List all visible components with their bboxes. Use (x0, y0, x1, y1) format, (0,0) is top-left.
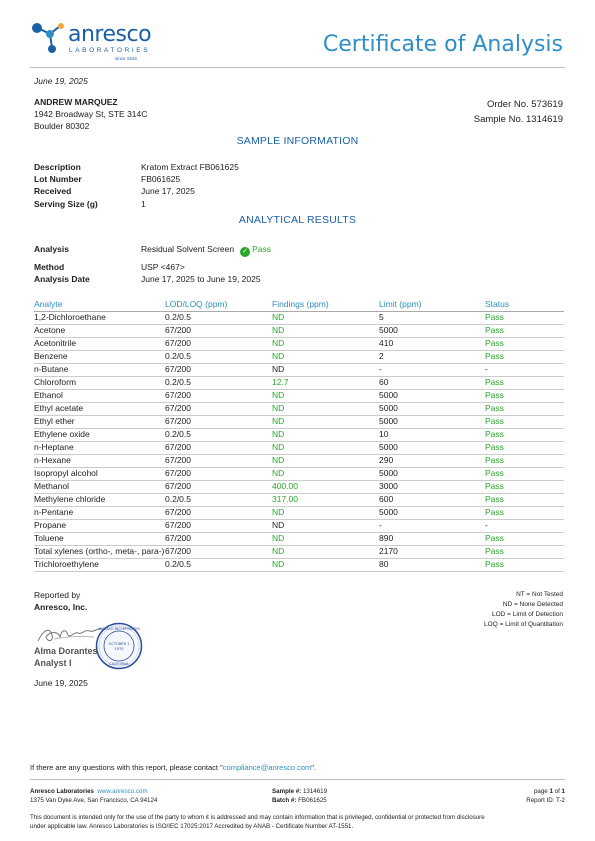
limit-cell: 890 (379, 532, 485, 545)
seal-date-text: OCTOBER 1 (108, 642, 130, 646)
analyte-cell: Total xylenes (ortho-, meta-, para-) (34, 545, 165, 558)
legend-item: LOQ = Limit of Quantitation (484, 621, 563, 628)
page-number: 1 (549, 788, 553, 795)
findings-cell: ND (272, 558, 379, 571)
signature-date: June 19, 2025 (34, 678, 88, 688)
disclaimer-line: under applicable law. Anresco Laboratories is ISO/IEC 17025:2017 Accredited by ANAB - Certificate Number AT-1551. (30, 823, 354, 830)
footer-sample-value: 1314619 (302, 788, 328, 795)
lod-loq-cell: 0.2/0.5 (165, 376, 272, 389)
limit-cell: - (379, 363, 485, 376)
table-row (34, 376, 564, 389)
findings-cell: ND (272, 415, 379, 428)
status-cell: Pass (485, 337, 564, 350)
field-value: Kratom Extract FB061625 (141, 162, 239, 172)
status-cell: Pass (485, 376, 564, 389)
lod-loq-cell: 67/200 (165, 324, 272, 337)
results-body (34, 311, 564, 571)
lod-loq-cell: 67/200 (165, 389, 272, 402)
status-cell: Pass (485, 558, 564, 571)
logo-since: since 1943 (115, 56, 137, 61)
table-row (34, 337, 564, 350)
method-value: USP <467> (141, 262, 185, 272)
logo-subtitle: LABORATORIES (69, 47, 151, 54)
column-header: Limit (ppm) (379, 298, 485, 311)
status-cell: Pass (485, 324, 564, 337)
analyst-block (34, 645, 98, 669)
analysis-value: Residual Solvent Screen (141, 244, 235, 254)
legend-item: ND = None Detected (502, 601, 563, 608)
status-cell: Pass (485, 311, 564, 324)
analyte-cell: Propane (34, 519, 165, 532)
contact-suffix: ". (311, 763, 317, 772)
limit-cell: 2170 (379, 545, 485, 558)
status-cell: Pass (485, 428, 564, 441)
field-label: Received (34, 186, 72, 196)
client-address-line1: 1942 Broadway St, STE 314C (34, 109, 148, 119)
limit-cell: 5000 (379, 415, 485, 428)
findings-cell: ND (272, 441, 379, 454)
table-row (34, 467, 564, 480)
field-value: FB061625 (141, 174, 181, 184)
findings-cell: 317.00 (272, 493, 379, 506)
lod-loq-cell: 0.2/0.5 (165, 493, 272, 506)
method-label: Method (34, 262, 65, 272)
findings-cell: ND (272, 337, 379, 350)
report-id: Report ID: T-2 (526, 797, 565, 804)
table-row (34, 363, 564, 376)
analyte-cell: Ethyl acetate (34, 402, 165, 415)
lod-loq-cell: 67/200 (165, 441, 272, 454)
findings-cell: 400.00 (272, 480, 379, 493)
status-cell: Pass (485, 467, 564, 480)
field-label: Description (34, 162, 81, 172)
findings-cell: ND (272, 506, 379, 519)
limit-cell: 5 (379, 311, 485, 324)
findings-cell: ND (272, 402, 379, 415)
field-value: 1 (141, 199, 146, 209)
limit-cell: 410 (379, 337, 485, 350)
limit-cell: 2 (379, 350, 485, 363)
table-row (34, 415, 564, 428)
lod-loq-cell: 0.2/0.5 (165, 558, 272, 571)
field-label: Lot Number (34, 174, 82, 184)
status-cell: Pass (485, 415, 564, 428)
lod-loq-cell: 67/200 (165, 532, 272, 545)
status-cell: Pass (485, 506, 564, 519)
findings-cell: ND (272, 545, 379, 558)
reported-by-label: Reported by (34, 590, 81, 600)
status-cell: Pass (485, 350, 564, 363)
limit-cell: 5000 (379, 402, 485, 415)
analyte-cell: Trichloroethylene (34, 558, 165, 571)
table-row (34, 480, 564, 493)
analyst-name: Alma Dorantes (34, 646, 98, 656)
client-name: ANDREW MARQUEZ (34, 97, 118, 107)
findings-cell: ND (272, 363, 379, 376)
status-cell: Pass (485, 454, 564, 467)
company-logo (30, 20, 180, 60)
status-cell: Pass (485, 441, 564, 454)
limit-cell: 10 (379, 428, 485, 441)
lod-loq-cell: 67/200 (165, 506, 272, 519)
findings-cell: ND (272, 311, 379, 324)
limit-cell: 290 (379, 454, 485, 467)
lod-loq-cell: 67/200 (165, 519, 272, 532)
analyte-cell: n-Hexane (34, 454, 165, 467)
limit-cell: 5000 (379, 467, 485, 480)
results-table (34, 298, 564, 572)
analyte-cell: Methylene chloride (34, 493, 165, 506)
sample-info-title: SAMPLE INFORMATION (236, 135, 359, 147)
lod-loq-cell: 67/200 (165, 337, 272, 350)
table-row (34, 454, 564, 467)
table-row (34, 506, 564, 519)
analyte-cell: Acetonitrile (34, 337, 165, 350)
disclaimer-line: This document is intended only for the use of the party to whom it is addressed and may contain information that is privileged, confidential or protected from disclosure (30, 814, 485, 821)
table-row (34, 441, 564, 454)
limit-cell: 80 (379, 558, 485, 571)
lod-loq-cell: 0.2/0.5 (165, 428, 272, 441)
footer-website-link[interactable]: www.anresco.com (97, 788, 148, 795)
table-row (34, 519, 564, 532)
analyte-cell: Toluene (34, 532, 165, 545)
status-cell: Pass (485, 402, 564, 415)
status-cell: Pass (485, 480, 564, 493)
page-title: Certificate of Analysis (322, 32, 563, 57)
header-divider (30, 67, 565, 68)
analyte-cell: n-Heptane (34, 441, 165, 454)
corporate-seal (95, 622, 143, 670)
lod-loq-cell: 67/200 (165, 363, 272, 376)
seal-bottom-text: CALIFORNIA (109, 662, 129, 666)
status-cell: - (485, 519, 564, 532)
column-header: Status (485, 298, 564, 311)
legend-item: LOD = Limit of Detection (492, 611, 563, 618)
logo-wordmark: anresco (68, 22, 152, 47)
table-row (34, 311, 564, 324)
analyte-cell: Isopropyl alcohol (34, 467, 165, 480)
client-block (34, 96, 147, 132)
seal-top-text: ANRESCO INCORPORATED (98, 627, 140, 631)
findings-cell: ND (272, 519, 379, 532)
seal-year-text: 1970 (114, 647, 124, 651)
reported-company: Anresco, Inc. (34, 602, 88, 612)
limit-cell: 60 (379, 376, 485, 389)
table-row (34, 350, 564, 363)
limit-cell: 3000 (379, 480, 485, 493)
order-block (474, 97, 563, 127)
page-of: of (554, 788, 560, 795)
analyte-cell: Benzene (34, 350, 165, 363)
status-cell: - (485, 363, 564, 376)
contact-prefix: If there are any questions with this report, please contact " (30, 763, 223, 772)
findings-cell: ND (272, 428, 379, 441)
page-total: 1 (561, 788, 565, 795)
status-cell: Pass (485, 389, 564, 402)
column-header: Analyte (34, 298, 165, 311)
lod-loq-cell: 0.2/0.5 (165, 350, 272, 363)
lod-loq-cell: 67/200 (165, 454, 272, 467)
field-label: Serving Size (g) (34, 199, 98, 209)
analysis-label: Analysis (34, 244, 69, 254)
lod-loq-cell: 67/200 (165, 415, 272, 428)
table-row (34, 532, 564, 545)
status-cell: Pass (485, 493, 564, 506)
findings-cell: ND (272, 454, 379, 467)
status-cell: Pass (485, 532, 564, 545)
table-row (34, 558, 564, 571)
lod-loq-cell: 67/200 (165, 467, 272, 480)
analyte-cell: Acetone (34, 324, 165, 337)
lod-loq-cell: 67/200 (165, 402, 272, 415)
table-row (34, 324, 564, 337)
analytical-results-title: ANALYTICAL RESULTS (238, 214, 357, 226)
analysis-date-value: June 17, 2025 to June 19, 2025 (141, 274, 261, 284)
findings-cell: ND (272, 467, 379, 480)
legend-item: NT = Not Tested (516, 591, 563, 598)
status-cell: Pass (485, 545, 564, 558)
page-prefix: page (533, 788, 548, 795)
contact-email-link[interactable]: compliance@anresco.com (222, 763, 312, 772)
analyte-cell: Ethanol (34, 389, 165, 402)
table-header-row (34, 298, 564, 311)
check-icon: ✓ (240, 247, 250, 257)
limit-cell: 5000 (379, 324, 485, 337)
table-row (34, 428, 564, 441)
limit-cell: 600 (379, 493, 485, 506)
limit-cell: 5000 (379, 441, 485, 454)
findings-cell: ND (272, 532, 379, 545)
analyte-cell: n-Butane (34, 363, 165, 376)
findings-cell: ND (272, 389, 379, 402)
footer-page-block (526, 787, 565, 805)
analysis-status: Pass (252, 244, 271, 254)
footer-address: 1375 Van Dyke Ave, San Francisco, CA 94124 (30, 797, 158, 804)
footer-disclaimer (30, 813, 485, 831)
footer-batch-label: Batch #: (272, 797, 297, 804)
footer-company-block (30, 787, 157, 805)
analyst-title: Analyst I (34, 658, 72, 668)
analyte-cell: 1,2-Dichloroethane (34, 311, 165, 324)
limit-cell: 5000 (379, 506, 485, 519)
molecule-icon (30, 20, 70, 56)
footer-ids-block (272, 787, 327, 805)
legend-block (484, 590, 563, 630)
table-row (34, 402, 564, 415)
lod-loq-cell: 0.2/0.5 (165, 311, 272, 324)
field-value: June 17, 2025 (141, 186, 195, 196)
lod-loq-cell: 67/200 (165, 545, 272, 558)
column-header: Findings (ppm) (272, 298, 379, 311)
report-date: June 19, 2025 (34, 76, 88, 86)
limit-cell: 5000 (379, 389, 485, 402)
contact-line (30, 763, 316, 772)
table-row (34, 493, 564, 506)
footer-sample-label: Sample #: (272, 788, 302, 795)
sample-number: Sample No. 1314619 (473, 114, 563, 125)
limit-cell: - (379, 519, 485, 532)
findings-cell: 12.7 (272, 376, 379, 389)
analyte-cell: n-Pentane (34, 506, 165, 519)
analyte-cell: Chloroform (34, 376, 165, 389)
footer-divider (30, 779, 565, 780)
footer-company: Anresco Laboratories (30, 788, 94, 795)
findings-cell: ND (272, 350, 379, 363)
findings-cell: ND (272, 324, 379, 337)
column-header: LOD/LOQ (ppm) (165, 298, 272, 311)
order-number: Order No. 573619 (486, 99, 563, 110)
client-address-line2: Boulder 80302 (34, 121, 90, 131)
analysis-date-label: Analysis Date (34, 274, 90, 284)
table-row (34, 545, 564, 558)
analyte-cell: Methanol (34, 480, 165, 493)
reported-by-block (34, 589, 87, 613)
analyte-cell: Ethylene oxide (34, 428, 165, 441)
footer-batch-value: FB061625 (298, 797, 327, 804)
table-row (34, 389, 564, 402)
analyte-cell: Ethyl ether (34, 415, 165, 428)
lod-loq-cell: 67/200 (165, 480, 272, 493)
